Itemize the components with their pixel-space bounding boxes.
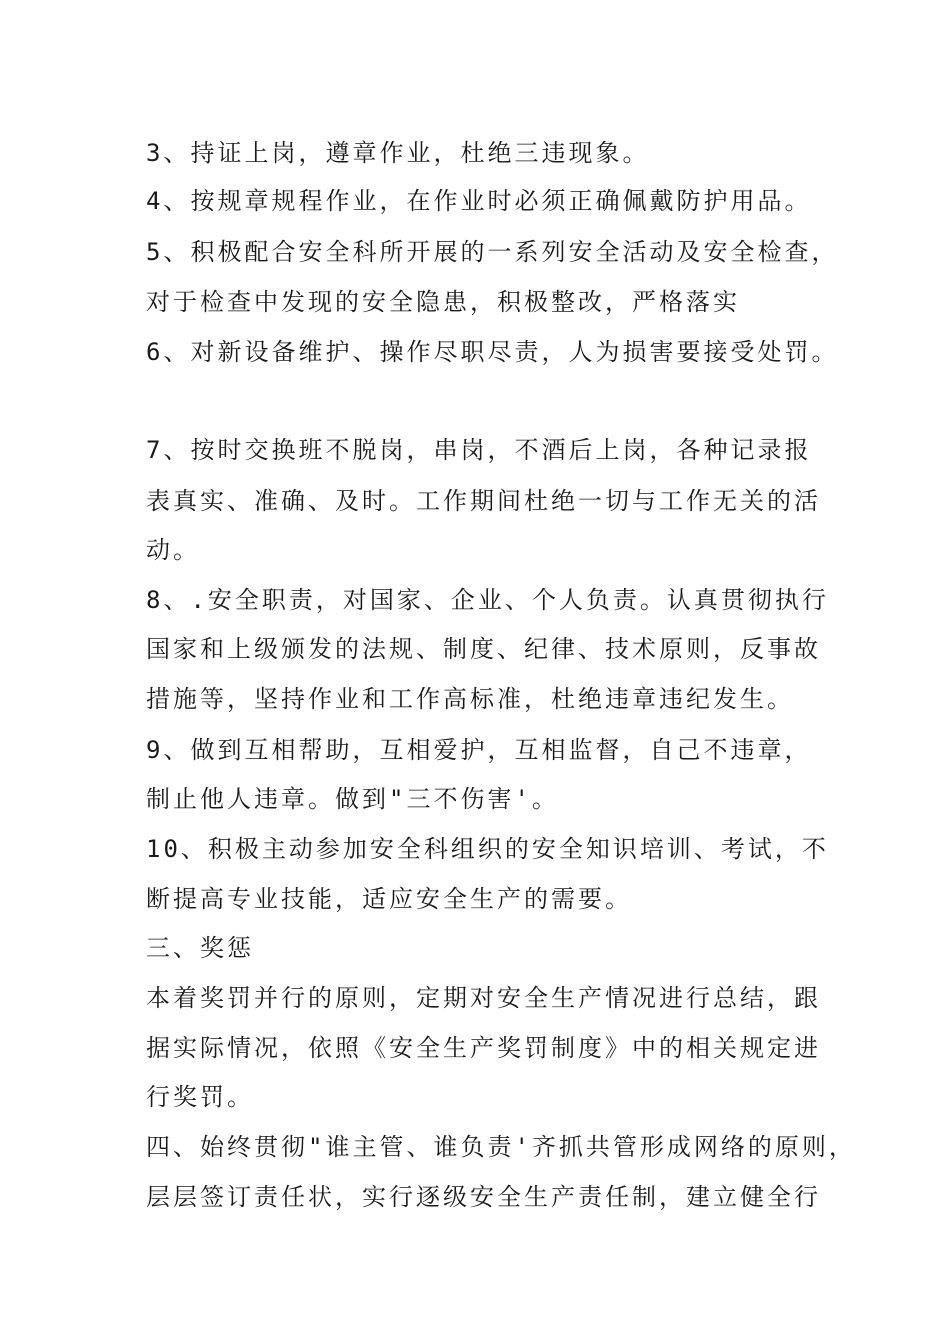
text-line: 层层签订责任状，实行逐级安全生产责任制，建立健全行 xyxy=(146,1183,821,1211)
text-line: 据实际情况，依照《安全生产奖罚制度》中的相关规定进 xyxy=(146,1034,821,1062)
text-line: 本着奖罚并行的原则，定期对安全生产情况进行总结，跟 xyxy=(146,984,821,1012)
section-heading: 三、奖惩 xyxy=(146,934,254,962)
text-line: 10、积极主动参加安全科组织的安全知识培训、考试，不 xyxy=(146,835,829,863)
text-line: 8、.安全职责，对国家、企业、个人负责。认真贯彻执行 xyxy=(146,586,829,614)
text-line: 表真实、准确、及时。工作期间杜绝一切与工作无关的活 xyxy=(146,487,821,515)
text-line: 四、始终贯彻"谁主管、谁负责'齐抓共管形成网络的原则， xyxy=(146,1133,856,1161)
text-line: 制止他人违章。做到"三不伤害'。 xyxy=(146,785,559,813)
text-line: 7、按时交换班不脱岗，串岗，不酒后上岗，各种记录报 xyxy=(146,436,812,464)
text-line: 国家和上级颁发的法规、制度、纪律、技术原则，反事故 xyxy=(146,635,821,663)
text-line: 措施等，坚持作业和工作高标准，杜绝违章违纪发生。 xyxy=(146,685,794,713)
text-line: 动。 xyxy=(146,536,200,564)
text-line: 4、按规章规程作业，在作业时必须正确佩戴防护用品。 xyxy=(146,187,812,215)
text-line: 9、做到互相帮助，互相爱护，互相监督，自己不违章， xyxy=(146,736,812,764)
text-line: 行奖罚。 xyxy=(146,1083,254,1111)
text-line: 3、持证上岗，遵章作业，杜绝三违现象。 xyxy=(146,139,650,167)
text-line: 对于检查中发现的安全隐患，积极整改，严格落实 xyxy=(146,288,740,316)
text-line: 5、积极配合安全科所开展的一系列安全活动及安全检查， xyxy=(146,238,839,266)
text-line: 断提高专业技能，适应安全生产的需要。 xyxy=(146,885,632,913)
text-line: 6、对新设备维护、操作尽职尽责，人为损害要接受处罚。 xyxy=(146,338,839,366)
